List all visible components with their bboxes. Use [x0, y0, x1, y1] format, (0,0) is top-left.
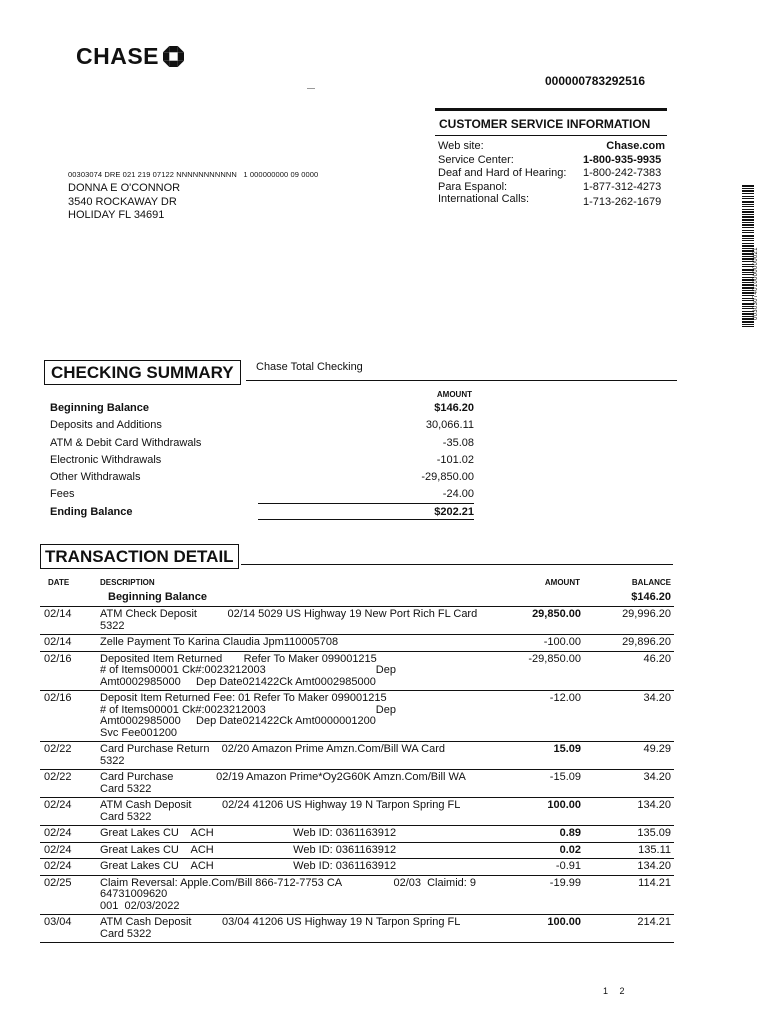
street-address: 3540 ROCKAWAY DR [68, 195, 177, 208]
transaction-amount: 100.00 [547, 916, 581, 928]
cs-row-international [435, 194, 667, 211]
summary-row [50, 402, 474, 416]
transaction-row [40, 843, 674, 860]
mailing-address [68, 182, 180, 223]
cs-value-phone: 1-713-262-1679 [583, 196, 662, 208]
barcode-bar [742, 211, 754, 213]
transaction-balance: 29,996.20 [622, 608, 671, 620]
header-balance: BALANCE [631, 578, 671, 587]
transaction-description: Great Lakes CU ACH Web ID: 0361163912 [100, 827, 397, 839]
summary-amount: $146.20 [434, 402, 474, 414]
barcode-bar [742, 238, 754, 239]
scan-mark [307, 88, 315, 89]
page-number: 1 2 [603, 986, 626, 996]
cs-row-deaf [435, 167, 667, 181]
barcode-bar [742, 222, 754, 223]
beginning-balance-amount: $146.20 [631, 591, 671, 603]
transaction-date: 02/24 [44, 827, 72, 839]
transaction-description: ATM Check Deposit 02/14 5029 US Highway 19 New Port Rich FL Card 5322 [100, 608, 478, 632]
summary-label: Beginning Balance [50, 402, 150, 414]
transaction-row [40, 798, 674, 826]
summary-amount: -24.00 [442, 488, 474, 500]
cs-label: Para Espanol: [438, 180, 508, 193]
summary-amount: 30,066.11 [425, 419, 474, 431]
transaction-description: Deposited Item Returned Refer To Maker 099001215 # of Items00001 Ck#:0023212003 Dep Amt0002985000 Dep Date021422Ck Amt0002985000 [100, 652, 396, 688]
transaction-description: Great Lakes CU ACH Web ID: 0361163912 [100, 843, 397, 856]
transaction-balance: 46.20 [643, 652, 671, 665]
barcode-number-wrap [753, 247, 763, 410]
transaction-row [40, 770, 674, 798]
barcode-bar [742, 206, 754, 207]
transaction-amount: -100.00 [543, 636, 581, 648]
summary-label: ATM & Debit Card Withdrawals [50, 437, 202, 449]
transaction-amount: -0.91 [555, 860, 581, 872]
summary-label: Electronic Withdrawals [50, 454, 162, 466]
chase-octagon-icon [163, 46, 184, 67]
summary-row [50, 419, 474, 433]
transaction-balance: 134.20 [637, 860, 671, 872]
summary-row [50, 488, 474, 502]
total-rule [258, 503, 474, 504]
transaction-amount: 100.00 [547, 799, 581, 811]
transaction-row [40, 607, 674, 635]
barcode-bar [742, 224, 754, 226]
transaction-amount: 0.89 [559, 827, 581, 839]
customer-name: DONNA E O'CONNOR [68, 182, 181, 194]
transaction-amount: -29,850.00 [528, 652, 581, 665]
summary-row [50, 471, 474, 485]
transaction-date: 02/24 [44, 843, 72, 856]
transaction-amount: -19.99 [549, 876, 581, 889]
transaction-date: 02/14 [44, 608, 72, 620]
transaction-description: ATM Cash Deposit 03/04 41206 US Highway 19 N Tarpon Spring FL Card 5322 [100, 916, 461, 940]
section-rule [246, 380, 677, 381]
barcode-bar [742, 232, 754, 233]
transaction-description: ATM Cash Deposit 02/24 41206 US Highway 19 N Tarpon Spring FL Card 5322 [100, 799, 461, 823]
transaction-row [40, 742, 674, 770]
cs-label: Service Center: [438, 153, 514, 166]
transaction-date: 03/04 [44, 916, 72, 928]
transaction-description: Card Purchase Return 02/20 Amazon Prime Amzn.Com/Bill WA Card 5322 [100, 743, 446, 767]
barcode-bar [742, 243, 754, 244]
transaction-amount: 15.09 [553, 743, 581, 755]
barcode-bar [742, 209, 754, 210]
transaction-date: 02/14 [44, 636, 72, 648]
summary-amount: $202.21 [434, 506, 474, 518]
transaction-row [40, 876, 674, 916]
barcode-bar [742, 204, 754, 205]
customer-service-box [435, 108, 667, 211]
barcode-bar [742, 188, 754, 189]
transaction-row [40, 859, 674, 876]
barcode-bar [742, 216, 754, 218]
transaction-date: 02/22 [44, 771, 72, 783]
summary-row [50, 437, 474, 451]
account-number: 000000783292516 [545, 74, 646, 88]
transaction-balance: 49.29 [643, 743, 671, 755]
summary-amount: -29,850.00 [421, 471, 474, 483]
cs-value-phone: 1-800-242-7383 [583, 167, 662, 179]
transaction-date: 02/24 [44, 799, 72, 811]
transaction-balance: 134.20 [637, 799, 671, 811]
transaction-balance: 114.21 [638, 876, 671, 889]
summary-amount: -35.08 [442, 437, 474, 449]
summary-row [50, 506, 474, 520]
barcode-bar [742, 185, 754, 187]
cs-label: Deaf and Hard of Hearing: [438, 167, 567, 179]
beginning-balance-label: Beginning Balance [108, 591, 208, 603]
beginning-balance-row [40, 590, 674, 607]
cs-value-website[interactable]: Chase.com [606, 140, 665, 152]
brand-name: CHASE [76, 43, 160, 69]
transaction-description: Zelle Payment To Karina Claudia Jpm110005708 [100, 636, 339, 648]
checking-summary-title: CHECKING SUMMARY [44, 360, 241, 385]
transaction-row [40, 635, 674, 652]
transaction-header-row [40, 576, 674, 588]
transaction-description: Card Purchase 02/19 Amazon Prime*Oy2G60K Amzn.Com/Bill WA Card 5322 [100, 771, 466, 795]
summary-amount: -101.02 [436, 454, 474, 466]
barcode-bar [742, 240, 754, 241]
cs-row-website [435, 140, 667, 154]
chase-logo [76, 43, 184, 70]
cs-row-espanol [435, 181, 667, 195]
transaction-date: 02/16 [44, 692, 72, 704]
transaction-balance: 34.20 [643, 692, 671, 704]
header-amount: AMOUNT [544, 578, 580, 587]
transaction-description: Claim Reversal: Apple.Com/Bill 866-712-7753 CA 02/03 Claimid: 9 64731009620 001 02/03/2022 [100, 876, 477, 912]
transaction-row [40, 691, 674, 742]
transaction-balance: 34.20 [643, 771, 671, 783]
summary-amount-header: AMOUNT [436, 390, 472, 399]
header-description: DESCRIPTION [100, 578, 155, 587]
cs-label: International Calls: [438, 193, 530, 205]
barcode-bar [742, 198, 754, 199]
transaction-row [40, 915, 674, 943]
cs-label: Web site: [438, 140, 484, 152]
transaction-balance: 135.09 [637, 827, 671, 839]
summary-label: Fees [50, 488, 75, 500]
transaction-description: Deposit Item Returned Fee: 01 Refer To Maker 099001215 # of Items00001 Ck#:0023212003 Dep Amt0002985000 Dep Date021422Ck Amt0000001200 Svc Fee001200 [100, 692, 396, 739]
summary-row [50, 454, 474, 468]
barcode-bar [742, 193, 754, 194]
cs-value-phone: 1-800-935-9935 [583, 153, 662, 166]
barcode-bar [742, 230, 754, 231]
transaction-balance: 135.11 [638, 843, 671, 856]
transaction-amount: 0.02 [559, 843, 581, 856]
transaction-detail-title: TRANSACTION DETAIL [40, 544, 239, 569]
transaction-amount: -15.09 [549, 771, 581, 783]
transaction-amount: -12.00 [549, 692, 581, 704]
summary-label: Deposits and Additions [50, 419, 162, 431]
account-type: Chase Total Checking [256, 361, 363, 373]
header-date: DATE [48, 578, 70, 587]
barcode-bar [742, 201, 754, 203]
barcode-bar [742, 219, 754, 221]
customer-service-heading: CUSTOMER SERVICE INFORMATION [435, 111, 667, 136]
summary-label: Other Withdrawals [50, 471, 141, 483]
mailing-code-line: 00303074 DRE 021 219 07122 NNNNNNNNNNN 1 000000000 09 0000 [68, 170, 319, 179]
transaction-date: 02/22 [44, 743, 72, 755]
transaction-balance: 214.21 [637, 916, 671, 928]
transaction-row [40, 826, 674, 843]
summary-label: Ending Balance [50, 506, 133, 518]
cs-row-service-center [435, 154, 667, 168]
barcode-bar [742, 190, 754, 192]
transaction-date: 02/16 [44, 652, 72, 665]
city-state-zip: HOLIDAY FL 34691 [68, 209, 165, 221]
transaction-date: 02/25 [44, 876, 72, 889]
transaction-row [40, 652, 674, 692]
barcode-bar [742, 235, 754, 237]
section-rule [241, 564, 673, 565]
transaction-date: 02/24 [44, 860, 72, 872]
barcode-bar [742, 227, 754, 228]
barcode-bar [742, 214, 754, 215]
total-rule [258, 519, 474, 520]
transaction-amount: 29,850.00 [532, 608, 581, 620]
transaction-balance: 29,896.20 [622, 636, 671, 648]
transaction-description: Great Lakes CU ACH Web ID: 0361163912 [100, 860, 397, 872]
cs-value-phone: 1-877-312-4273 [583, 180, 662, 193]
barcode-number: 00303074010000000021 [753, 247, 759, 320]
barcode-bar [742, 196, 754, 197]
